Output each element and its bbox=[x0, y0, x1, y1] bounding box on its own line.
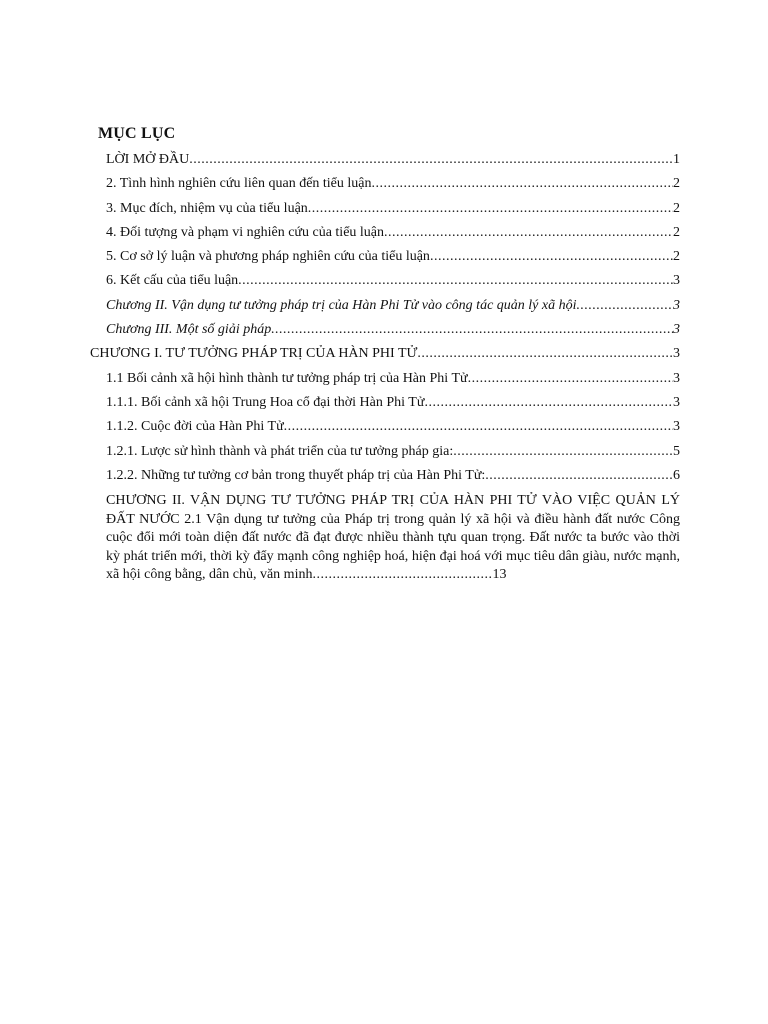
toc-entry bbox=[90, 444, 680, 468]
toc-entry bbox=[90, 322, 680, 346]
toc-entry-text: 6. Kết cấu của tiểu luận bbox=[106, 273, 239, 289]
toc-page-number: 3 bbox=[673, 370, 680, 386]
toc-entry bbox=[90, 395, 680, 419]
toc-entry-text: 4. Đối tượng và phạm vi nghiên cứu của tiểu luận bbox=[106, 224, 385, 240]
toc-page-number: 3 bbox=[673, 273, 680, 289]
toc-entry bbox=[90, 419, 680, 443]
toc-entry-text: CHƯƠNG II. VẬN DỤNG TƯ TƯỞNG PHÁP TRỊ CỦA HÀN PHI TỬ VÀO VIỆC QUẢN LÝ ĐẤT NƯỚC 2.1 Vận dụng tư tưởng của Pháp trị trong quản lý xã hội và điều hành đất nước Công cuộc đổi mới toàn diện đất nước đã đạt được nhiều thành tựu quan trọng. Đất nước ta bước vào thời kỳ phát triển mới, thời kỳ đẩy mạnh công nghiệp hoá, hiện đại hoá với mục tiêu dân giàu, nước mạnh, xã hội công bằng, dân chủ, văn minh bbox=[106, 493, 680, 583]
toc-leader-dots bbox=[284, 419, 673, 435]
toc-leader-dots bbox=[189, 152, 673, 168]
toc-leader-dots bbox=[424, 395, 673, 411]
toc-entry-text: 2. Tình hình nghiên cứu liên quan đến tiểu luận bbox=[106, 176, 372, 192]
toc-entry bbox=[90, 346, 680, 370]
table-of-contents bbox=[90, 152, 680, 585]
toc-entry-text: CHƯƠNG I. TƯ TƯỞNG PHÁP TRỊ CỦA HÀN PHI TỬ bbox=[90, 346, 418, 362]
toc-page-number: 2 bbox=[673, 176, 680, 192]
toc-leader-dots bbox=[453, 444, 673, 460]
toc-page-number: 6 bbox=[673, 467, 680, 483]
toc-page-number: 3 bbox=[673, 322, 680, 338]
toc-page-number: 13 bbox=[492, 567, 507, 583]
toc-leader-dots bbox=[372, 176, 673, 192]
toc-page-number: 2 bbox=[673, 200, 680, 216]
toc-leader-dots bbox=[238, 273, 673, 289]
toc-entry-text: 1.1.2. Cuộc đời của Hàn Phi Tử bbox=[106, 419, 284, 435]
toc-entry-chapter-2 bbox=[90, 492, 680, 585]
toc-leader-dots bbox=[430, 249, 673, 265]
toc-entry-text: 1.1.1. Bối cảnh xã hội Trung Hoa cổ đại thời Hàn Phi Tử bbox=[106, 394, 425, 410]
toc-leader-dots: ............................................. bbox=[312, 567, 493, 583]
toc-entry bbox=[90, 371, 680, 395]
toc-entry-text: 1.2.1. Lược sử hình thành và phát triển của tư tưởng pháp gia: bbox=[106, 443, 454, 459]
toc-title: MỤC LỤC bbox=[98, 125, 176, 142]
toc-entry-text: 5. Cơ sở lý luận và phương pháp nghiên cứu của tiểu luận bbox=[106, 249, 430, 265]
toc-leader-dots bbox=[271, 322, 673, 338]
toc-leader-dots bbox=[308, 201, 673, 217]
toc-entry-text: 1.1 Bối cảnh xã hội hình thành tư tưởng pháp trị của Hàn Phi Tử bbox=[106, 370, 468, 386]
toc-entry-text: 1.2.2. Những tư tưởng cơ bản trong thuyết pháp trị của Hàn Phi Tử: bbox=[106, 467, 486, 483]
toc-entry bbox=[90, 298, 680, 322]
toc-entry bbox=[90, 225, 680, 249]
toc-leader-dots bbox=[384, 225, 673, 241]
toc-leader-dots bbox=[468, 371, 673, 387]
toc-entry-text: Chương III. Một số giải pháp bbox=[106, 322, 272, 338]
toc-page-number: 3 bbox=[673, 346, 680, 362]
toc-entry-text: 3. Mục đích, nhiệm vụ của tiểu luận bbox=[106, 200, 308, 216]
toc-leader-dots bbox=[485, 468, 673, 484]
toc-entry bbox=[90, 176, 680, 200]
toc-entry-text: LỜI MỞ ĐẦU bbox=[106, 152, 190, 167]
toc-leader-dots bbox=[417, 346, 673, 362]
toc-page-number: 2 bbox=[673, 224, 680, 240]
toc-entry bbox=[90, 152, 680, 176]
toc-leader-dots bbox=[577, 298, 674, 314]
toc-entry bbox=[90, 468, 680, 492]
toc-page-number: 3 bbox=[673, 394, 680, 410]
toc-page-number: 2 bbox=[673, 249, 680, 265]
toc-entry bbox=[90, 249, 680, 273]
toc-entry bbox=[90, 201, 680, 225]
toc-page-number: 1 bbox=[673, 152, 680, 167]
toc-page-number: 5 bbox=[673, 443, 680, 459]
toc-page-number: 3 bbox=[673, 419, 680, 435]
toc-entry-text: Chương II. Vận dụng tư tưởng pháp trị của Hàn Phi Tử vào công tác quản lý xã hội bbox=[106, 297, 577, 313]
toc-entry bbox=[90, 273, 680, 297]
toc-page-number: 3 bbox=[673, 297, 680, 313]
